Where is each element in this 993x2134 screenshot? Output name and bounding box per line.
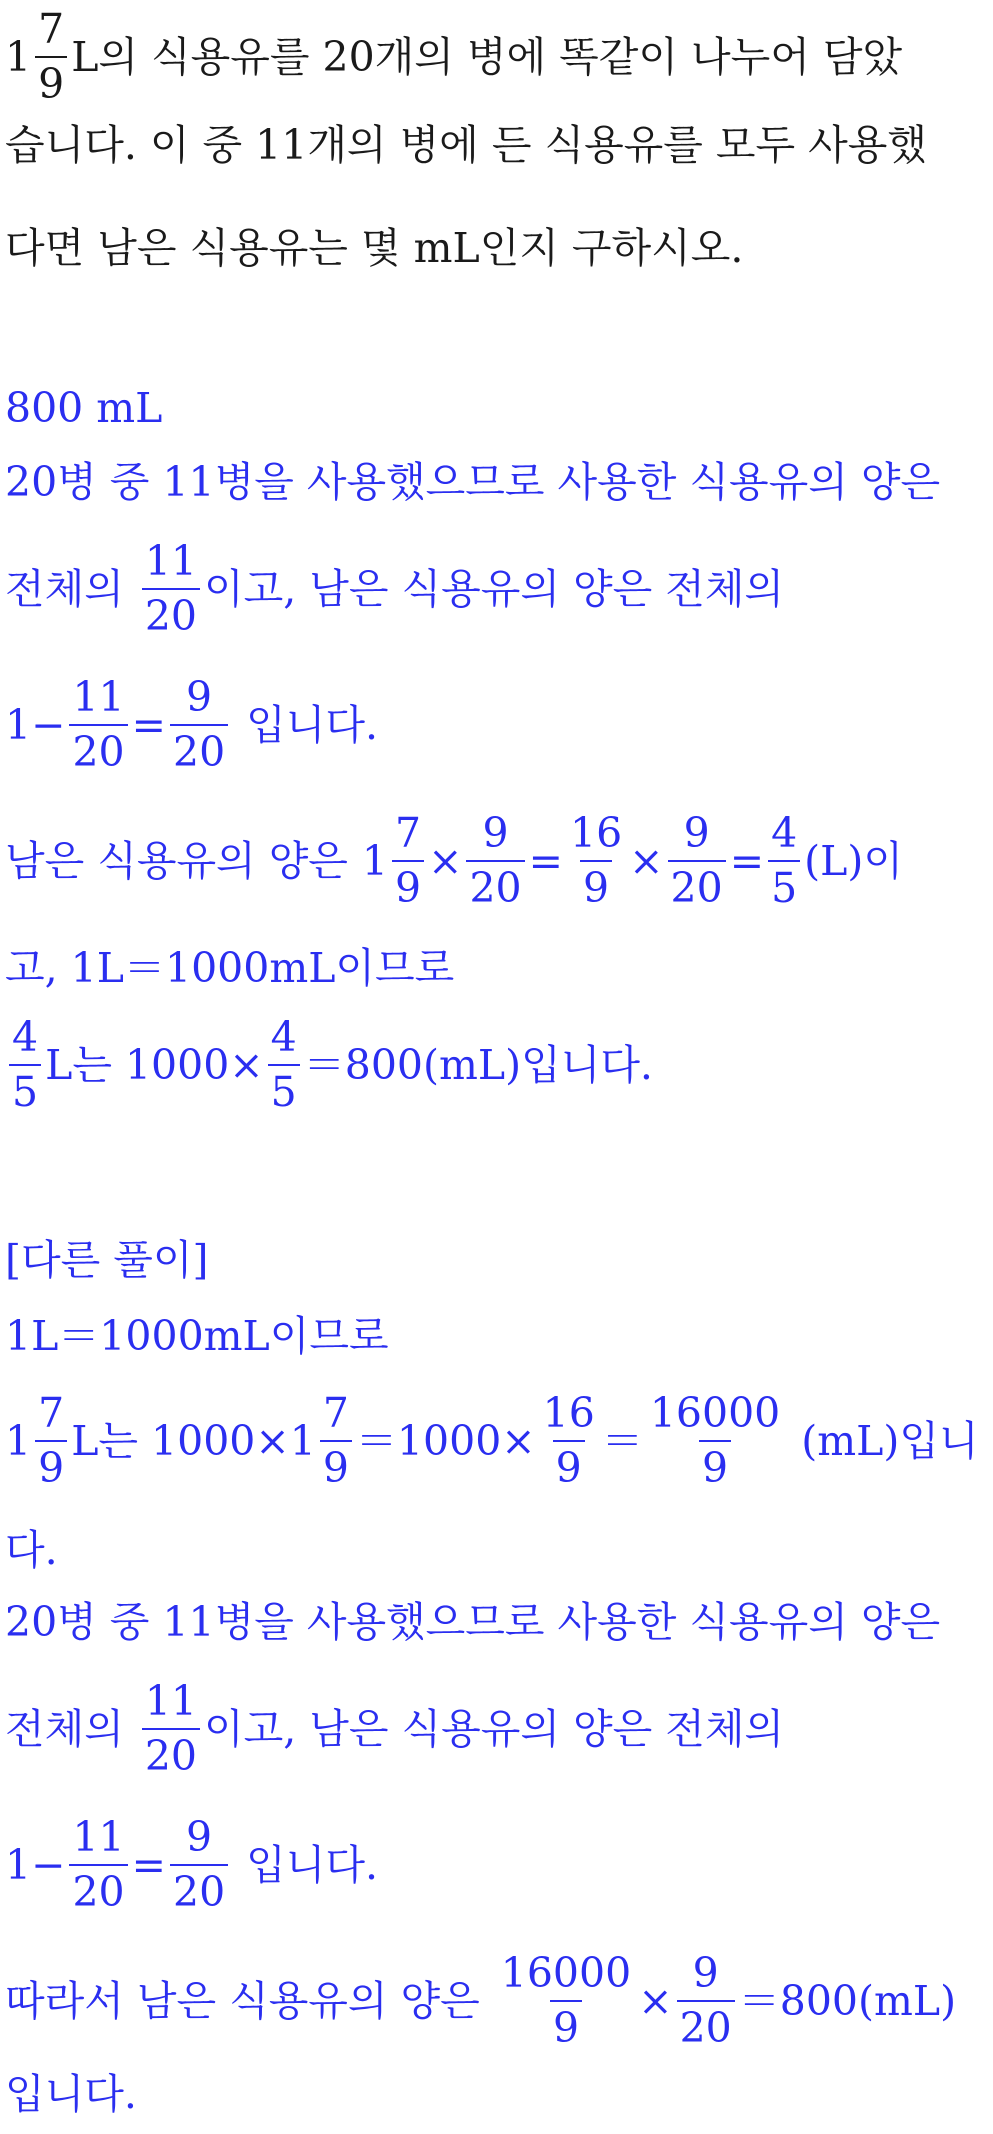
fraction <box>647 1389 783 1492</box>
fraction-denominator: 20 <box>170 724 228 773</box>
fraction-denominator: 20 <box>668 860 726 909</box>
question-line-3: 다면 남은 식용유는 몇 mL인지 구하시오. <box>5 224 744 272</box>
fraction <box>392 809 424 912</box>
alt-line-1: 1L＝1000mL이므로 <box>5 1312 389 1360</box>
text: 1− <box>5 1841 66 1889</box>
text: 전체의 <box>5 1705 124 1753</box>
fraction-denominator: 9 <box>553 1440 585 1489</box>
text: 1− <box>5 701 66 749</box>
solution-line-5: 고, 1L＝1000mL이므로 <box>5 944 455 992</box>
fraction <box>69 1813 127 1916</box>
fraction-denominator: 9 <box>699 1440 731 1489</box>
fraction <box>170 1813 228 1916</box>
fraction-numerator: 11 <box>144 1677 197 1725</box>
fraction <box>35 1389 67 1492</box>
fraction-denominator: 9 <box>35 1440 67 1489</box>
fraction <box>567 809 625 912</box>
text: 입니다. <box>246 1841 379 1889</box>
fraction-numerator: 9 <box>186 1813 213 1861</box>
fraction-numerator: 16000 <box>649 1389 781 1437</box>
text: (L)이 <box>804 837 903 885</box>
text: 따라서 남은 식용유의 양은 <box>5 1977 480 2025</box>
text: L는 1000× <box>45 1041 264 1089</box>
fraction-numerator: 9 <box>482 809 509 857</box>
fraction-denominator: 20 <box>142 588 200 637</box>
fraction-denominator: 9 <box>580 860 612 909</box>
text: ＝1000× <box>355 1417 536 1465</box>
fraction-numerator: 7 <box>38 1389 65 1437</box>
equals-sign: = <box>131 1841 166 1889</box>
question-line-2: 습니다. 이 중 11개의 병에 든 식용유를 모두 사용했 <box>5 121 927 169</box>
fraction-denominator: 5 <box>768 860 800 909</box>
fraction-denominator: 20 <box>677 2000 735 2049</box>
fraction <box>498 1949 634 2052</box>
text: 이고, 남은 식용유의 양은 전체의 <box>204 565 785 613</box>
text: L는 1000×1 <box>71 1417 316 1465</box>
solution-line-4 <box>5 806 985 916</box>
fraction-denominator: 9 <box>392 860 424 909</box>
text: 이고, 남은 식용유의 양은 전체의 <box>204 1705 785 1753</box>
fraction-denominator: 5 <box>9 1064 41 1113</box>
mixed-number-whole: 1 <box>5 1417 32 1465</box>
mixed-number-whole: 1 <box>5 33 32 81</box>
fraction-denominator: 9 <box>35 56 67 105</box>
fraction-numerator: 11 <box>144 537 197 585</box>
fraction <box>320 1389 352 1492</box>
times-sign: × <box>428 837 463 885</box>
question-text: L의 식용유를 20개의 병에 똑같이 나누어 담았 <box>71 33 903 81</box>
solution-line-2 <box>5 534 985 644</box>
text: (mL)입니 <box>801 1417 979 1465</box>
alt-line-8: 입니다. <box>5 2070 137 2118</box>
alt-line-7 <box>5 1946 985 2056</box>
fraction-numerator: 7 <box>395 809 422 857</box>
fraction-numerator: 9 <box>186 673 213 721</box>
fraction <box>268 1013 300 1116</box>
fraction-numerator: 9 <box>692 1949 719 1997</box>
equals-sign: = <box>729 837 765 885</box>
fraction-denominator: 9 <box>550 2000 582 2049</box>
fraction-numerator: 16 <box>570 809 623 857</box>
fraction-denominator: 9 <box>320 1440 352 1489</box>
equals-sign: = <box>131 701 166 749</box>
fraction <box>668 809 726 912</box>
question-line-1 <box>5 2 985 112</box>
fraction <box>540 1389 598 1492</box>
text: 전체의 <box>5 565 124 613</box>
alt-solution-heading: [다른 풀이] <box>5 1236 209 1284</box>
text: 입니다. <box>246 701 379 749</box>
solution-line-6 <box>5 1010 985 1120</box>
text: 남은 식용유의 양은 <box>5 837 348 885</box>
fraction-numerator: 4 <box>771 809 798 857</box>
fraction-denominator: 20 <box>466 860 524 909</box>
fraction <box>9 1013 41 1116</box>
text: ＝800(mL) <box>738 1977 957 2025</box>
fraction-numerator: 7 <box>322 1389 349 1437</box>
fraction <box>69 673 127 776</box>
fraction-numerator: 16 <box>542 1389 595 1437</box>
fraction <box>170 673 228 776</box>
alt-line-3: 다. <box>5 1526 58 1574</box>
times-sign: × <box>638 1977 673 2025</box>
mixed-number-fraction <box>35 5 67 108</box>
fraction-numerator: 16000 <box>500 1949 632 1997</box>
fraction <box>142 1677 200 1780</box>
equals-sign: ＝ <box>601 1417 643 1465</box>
fraction <box>677 1949 735 2052</box>
alt-line-4: 20병 중 11병을 사용했으므로 사용한 식용유의 양은 <box>5 1598 941 1646</box>
fraction-numerator: 9 <box>683 809 710 857</box>
fraction-numerator: 4 <box>12 1013 39 1061</box>
mixed-number-whole: 1 <box>361 837 389 885</box>
fraction-denominator: 20 <box>69 1864 127 1913</box>
fraction-numerator: 11 <box>72 673 125 721</box>
answer-value: 800 mL <box>5 384 163 432</box>
fraction-numerator: 4 <box>270 1013 297 1061</box>
fraction <box>142 537 200 640</box>
alt-line-5 <box>5 1674 985 1784</box>
fraction-denominator: 5 <box>268 1064 300 1113</box>
fraction <box>466 809 524 912</box>
fraction-denominator: 20 <box>170 1864 228 1913</box>
fraction-denominator: 20 <box>142 1728 200 1777</box>
fraction <box>768 809 800 912</box>
solution-line-1: 20병 중 11병을 사용했으므로 사용한 식용유의 양은 <box>5 458 941 506</box>
equals-sign: = <box>528 837 563 885</box>
solution-line-3 <box>5 670 985 780</box>
fraction-denominator: 20 <box>69 724 127 773</box>
fraction-numerator: 7 <box>38 5 65 53</box>
alt-line-2 <box>5 1386 985 1496</box>
alt-line-6 <box>5 1810 985 1920</box>
times-sign: × <box>629 837 664 885</box>
fraction-numerator: 11 <box>72 1813 125 1861</box>
text: ＝800(mL)입니다. <box>303 1041 653 1089</box>
